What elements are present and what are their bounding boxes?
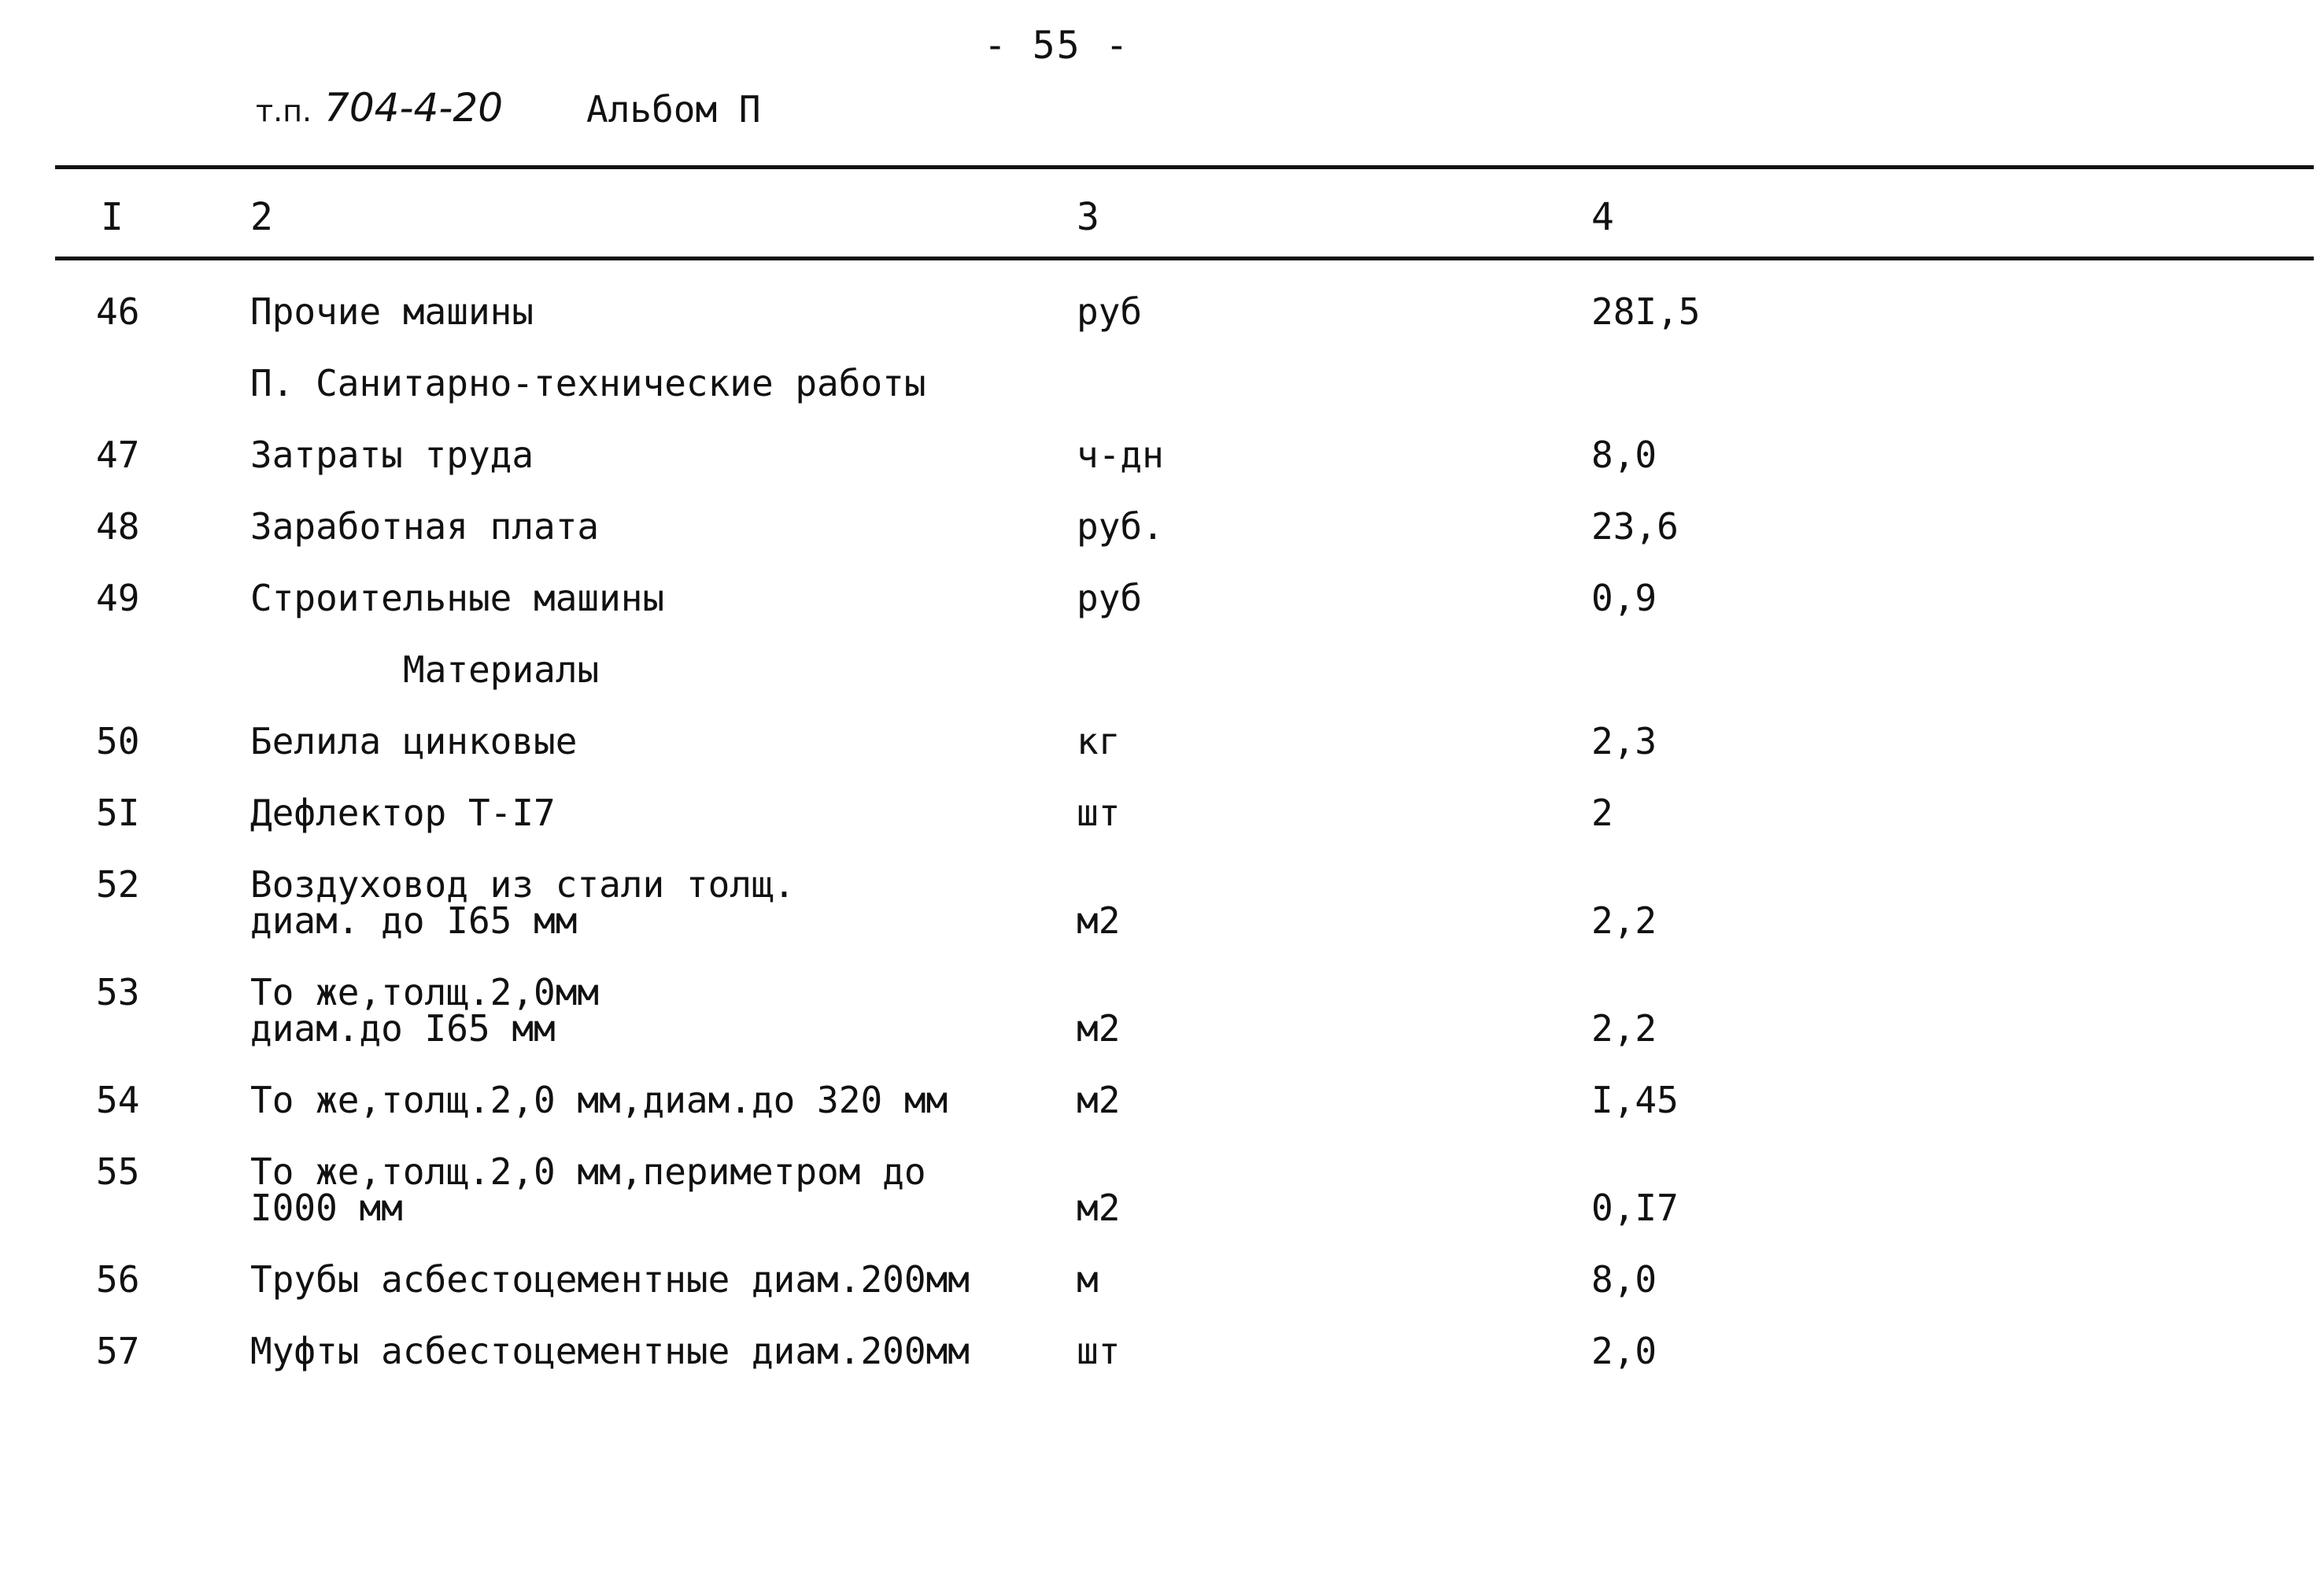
- row-name: Заработная плата: [250, 505, 600, 548]
- row-name: Дефлектор Т-I7: [250, 792, 556, 834]
- document-code-prefix: т.п.: [256, 94, 312, 128]
- row-quantity: 28I,5: [1591, 290, 1701, 333]
- column-header-2: 2: [250, 195, 273, 239]
- row-quantity: I,45: [1591, 1079, 1679, 1121]
- row-quantity: 2,0: [1591, 1330, 1657, 1372]
- row-number: 50: [96, 720, 140, 762]
- row-unit: м2: [1077, 899, 1121, 942]
- row-name: Строительные машины: [250, 577, 665, 619]
- row-name: Белила цинковые: [250, 720, 578, 762]
- row-unit: руб.: [1077, 505, 1164, 548]
- row-unit: кг: [1077, 720, 1121, 762]
- section-title: П. Санитарно-технические работы: [250, 362, 926, 404]
- row-number: 46: [96, 290, 140, 333]
- document-code-number: 704-4-20: [324, 85, 503, 131]
- document-code: [256, 85, 503, 131]
- row-number: 55: [96, 1150, 140, 1193]
- row-name: То же,толщ.2,0 мм,периметром до I000 мм: [250, 1150, 926, 1229]
- album-title: Альбом П: [586, 88, 761, 131]
- row-quantity: 23,6: [1591, 505, 1679, 548]
- row-number: 57: [96, 1330, 140, 1372]
- row-number: 5I: [96, 792, 140, 834]
- row-number: 53: [96, 971, 140, 1013]
- row-name: Муфты асбестоцементные диам.200мм: [250, 1330, 970, 1372]
- row-quantity: 0,I7: [1591, 1187, 1679, 1229]
- page-number: - 55 -: [984, 24, 1130, 68]
- table-top-rule: [55, 165, 2314, 169]
- row-quantity: 2,2: [1591, 899, 1657, 942]
- subsection-title: Материалы: [403, 648, 600, 691]
- row-unit: шт: [1077, 1330, 1121, 1372]
- row-number: 48: [96, 505, 140, 548]
- row-quantity: 0,9: [1591, 577, 1657, 619]
- row-name: То же,толщ.2,0 мм,диам.до 320 мм: [250, 1079, 948, 1121]
- row-number: 47: [96, 434, 140, 476]
- column-header-4: 4: [1591, 195, 1614, 239]
- row-unit: руб: [1077, 290, 1143, 333]
- row-unit: м2: [1077, 1079, 1121, 1121]
- row-number: 56: [96, 1258, 140, 1301]
- row-unit: м2: [1077, 1187, 1121, 1229]
- column-header-1: I: [101, 195, 124, 239]
- row-quantity: 8,0: [1591, 434, 1657, 476]
- row-quantity: 2: [1591, 792, 1613, 834]
- row-unit: м: [1077, 1258, 1099, 1301]
- row-quantity: 2,2: [1591, 1007, 1657, 1050]
- row-name: Воздуховод из стали толщ. диам. до I65 мм: [250, 863, 796, 942]
- row-unit: шт: [1077, 792, 1121, 834]
- row-name: То же,толщ.2,0мм диам.до I65 мм: [250, 971, 600, 1050]
- table-header-rule: [55, 257, 2314, 260]
- row-name: Прочие машины: [250, 290, 534, 333]
- row-number: 54: [96, 1079, 140, 1121]
- row-unit: руб: [1077, 577, 1143, 619]
- row-number: 49: [96, 577, 140, 619]
- row-number: 52: [96, 863, 140, 906]
- column-header-3: 3: [1077, 195, 1099, 239]
- row-unit: ч-дн: [1077, 434, 1164, 476]
- row-unit: м2: [1077, 1007, 1121, 1050]
- row-name: Трубы асбестоцементные диам.200мм: [250, 1258, 970, 1301]
- row-quantity: 8,0: [1591, 1258, 1657, 1301]
- row-quantity: 2,3: [1591, 720, 1657, 762]
- row-name: Затраты труда: [250, 434, 534, 476]
